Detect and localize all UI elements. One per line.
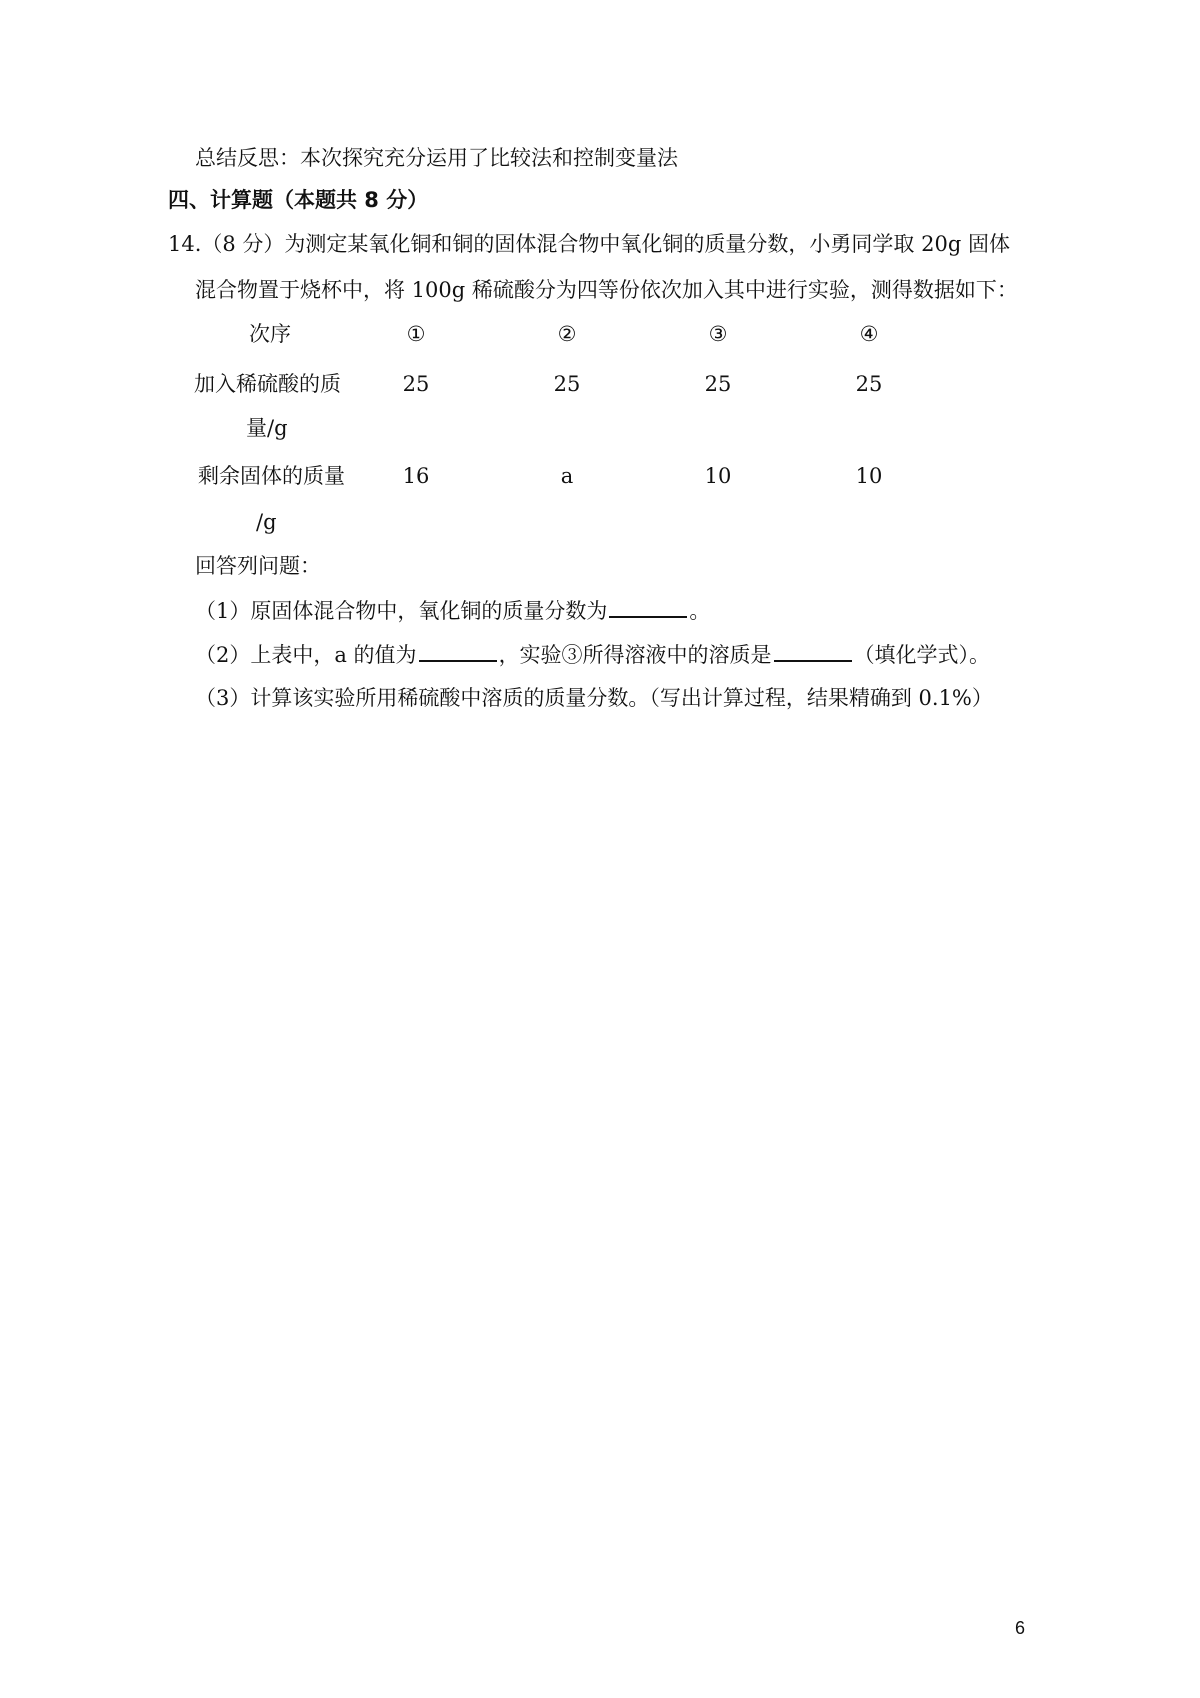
sub-question-2-middle: ，实验③所得溶液中的溶质是 — [498, 643, 772, 667]
sub-question-2-end: （填化学式）。 — [853, 643, 991, 667]
table-header-col: ② — [557, 322, 577, 346]
table-row-label: 加入稀硫酸的质 — [194, 372, 341, 396]
sub-question-1 — [195, 596, 710, 625]
sub-question-2 — [195, 640, 990, 669]
question-line-1: 14.（8 分）为测定某氧化铜和铜的固体混合物中氧化铜的质量分数，小勇同学取 20g 固体 — [168, 232, 1010, 256]
table-cell: 25 — [553, 372, 581, 396]
table-header-col: ③ — [708, 322, 728, 346]
answer-blank[interactable] — [609, 596, 687, 618]
answer-intro: 回答列问题： — [195, 554, 321, 578]
answer-blank[interactable] — [774, 640, 852, 662]
table-cell: 25 — [402, 372, 430, 396]
table-row-label-unit: /g — [256, 510, 277, 534]
table-row-label-unit: 量/g — [246, 416, 288, 440]
table-header-label: 次序 — [249, 322, 291, 346]
sub-question-2-text: （2）上表中，a 的值为 — [195, 643, 417, 667]
sub-question-1-end: 。 — [689, 599, 711, 623]
table-header-col: ④ — [859, 322, 879, 346]
sub-question-1-text: （1）原固体混合物中，氧化铜的质量分数为 — [195, 599, 608, 623]
table-cell: a — [560, 464, 574, 488]
table-header-col: ① — [406, 322, 426, 346]
table-cell: 16 — [402, 464, 430, 488]
answer-blank[interactable] — [419, 640, 497, 662]
sub-question-3: （3）计算该实验所用稀硫酸中溶质的质量分数。（写出计算过程，结果精确到 0.1%） — [195, 686, 993, 710]
section-heading: 四、计算题（本题共 8 分） — [168, 188, 429, 212]
summary-line: 总结反思：本次探究充分运用了比较法和控制变量法 — [195, 146, 678, 170]
table-cell: 10 — [855, 464, 883, 488]
table-row-label: 剩余固体的质量 — [198, 464, 345, 488]
table-cell: 10 — [704, 464, 732, 488]
page-number: 6 — [1015, 1618, 1026, 1638]
table-cell: 25 — [855, 372, 883, 396]
table-cell: 25 — [704, 372, 732, 396]
question-line-2: 混合物置于烧杯中，将 100g 稀硫酸分为四等份依次加入其中进行实验，测得数据如下： — [195, 278, 1018, 302]
